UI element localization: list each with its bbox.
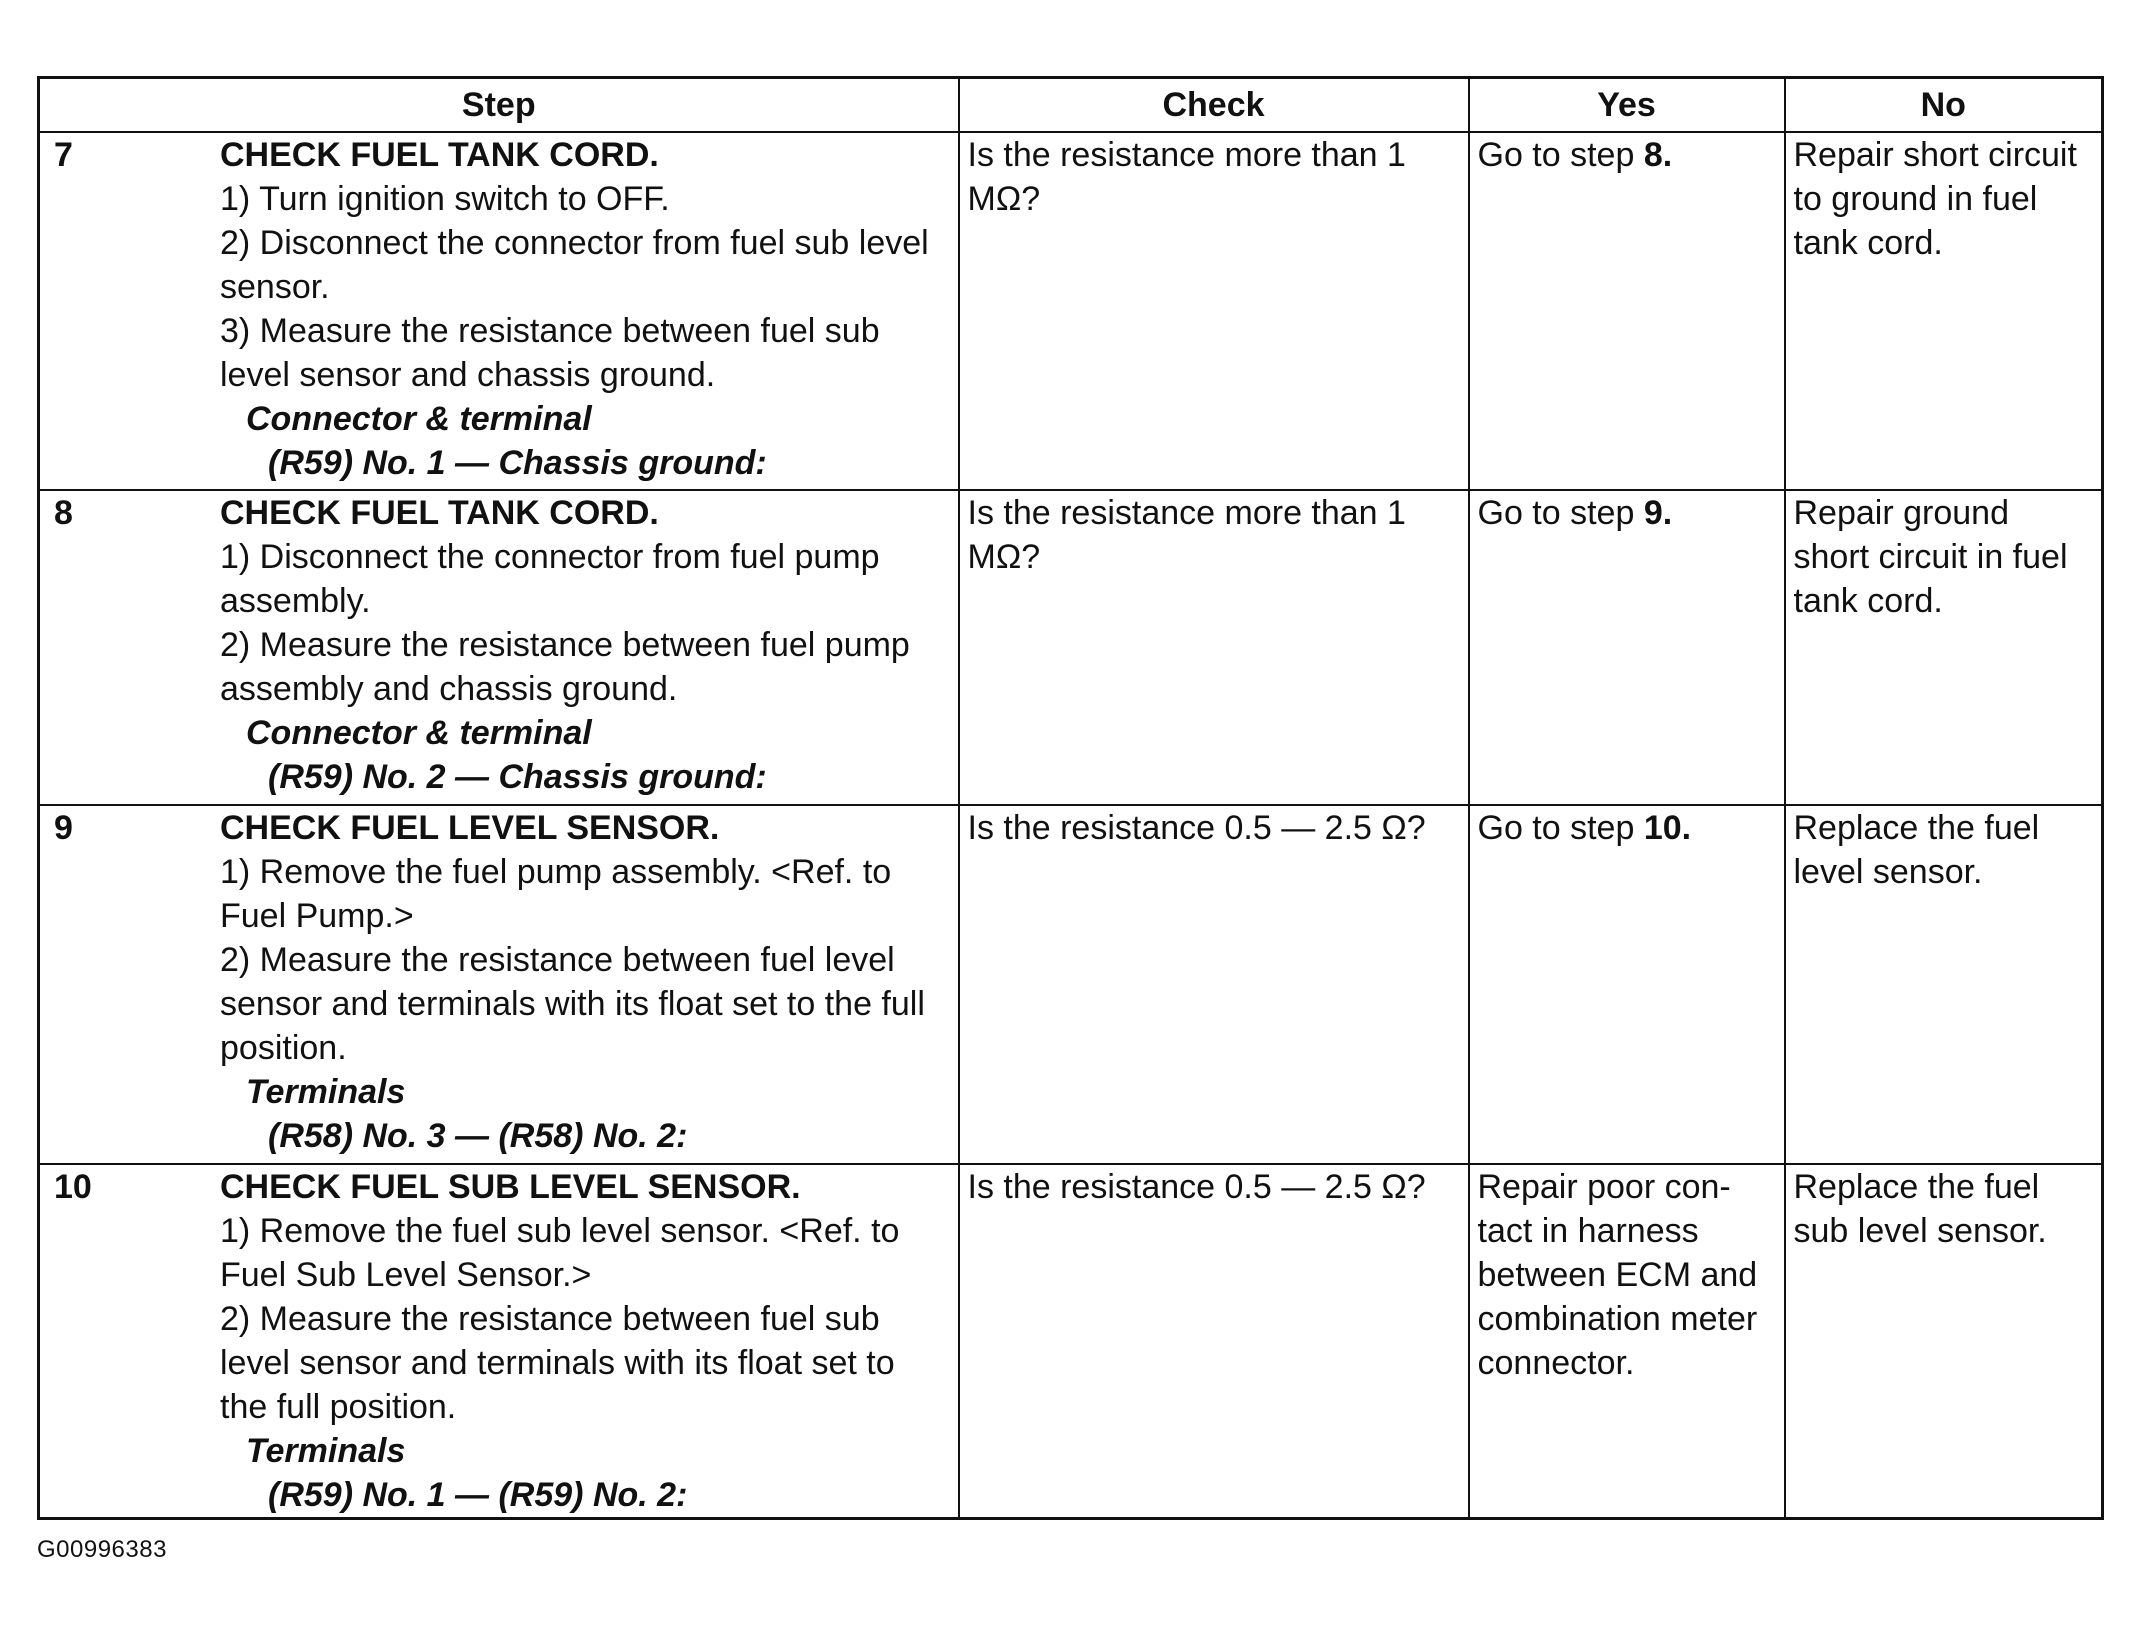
step-line: 1) Remove the fuel pump assembly. <Ref. to Fuel Pump.>: [220, 853, 892, 935]
step-sub-value: (R58) No. 3 — (R58) No. 2:: [268, 1117, 688, 1155]
step-title: CHECK FUEL TANK CORD.: [220, 494, 659, 532]
step-body: [220, 1165, 950, 1517]
step-line: 2) Disconnect the connector from fuel sub level sensor.: [220, 224, 929, 306]
step-number: 7: [54, 136, 73, 174]
no-cell: Repair short circuit to ground in fuel tank cord.: [1785, 132, 2103, 490]
check-cell: Is the resistance more than 1 MΩ?: [959, 490, 1469, 805]
yes-text: Go to step: [1477, 494, 1644, 532]
step-sub-label: Connector & terminal: [246, 714, 592, 752]
step-line: 2) Measure the resistance between fuel level sensor and terminals with its float set to the full position.: [220, 941, 925, 1067]
step-line: 3) Measure the resistance between fuel sub level sensor and chassis ground.: [220, 312, 880, 394]
yes-cell: [1469, 490, 1785, 805]
check-cell: Is the resistance 0.5 — 2.5 Ω?: [959, 1164, 1469, 1519]
step-body: [220, 133, 950, 485]
step-cell: [39, 1164, 959, 1519]
yes-step-ref: 9.: [1643, 494, 1673, 532]
step-line: 1) Remove the fuel sub level sensor. <Ref. to Fuel Sub Level Sensor.>: [220, 1212, 900, 1294]
step-cell: [39, 132, 959, 490]
step-number: 8: [54, 494, 73, 532]
header-step: Step: [39, 78, 959, 133]
header-no: No: [1785, 78, 2103, 133]
yes-text: Go to step: [1477, 809, 1644, 847]
yes-text: Go to step: [1477, 136, 1644, 174]
table-header-row: [39, 78, 2103, 133]
table-row: [39, 132, 2103, 490]
yes-cell: [1469, 132, 1785, 490]
step-cell: [39, 805, 959, 1164]
table-row: [39, 805, 2103, 1164]
header-check: Check: [959, 78, 1469, 133]
step-sub-value: (R59) No. 2 — Chassis ground:: [268, 758, 767, 796]
yes-cell: [1469, 805, 1785, 1164]
step-sub-label: Connector & terminal: [246, 400, 592, 438]
step-title: CHECK FUEL SUB LEVEL SENSOR.: [220, 1168, 801, 1206]
table-row: [39, 1164, 2103, 1519]
step-number: 10: [54, 1168, 92, 1206]
step-line: 1) Disconnect the connector from fuel pump assembly.: [220, 538, 880, 620]
step-sub-value: (R59) No. 1 — Chassis ground:: [268, 444, 767, 482]
step-body: [220, 491, 950, 799]
yes-text: Repair poor con-tact in harness between ECM and combination meter connector.: [1477, 1168, 1758, 1382]
check-cell: Is the resistance 0.5 — 2.5 Ω?: [959, 805, 1469, 1164]
step-number: 9: [54, 809, 73, 847]
step-line: 2) Measure the resistance between fuel pump assembly and chassis ground.: [220, 626, 910, 708]
step-title: CHECK FUEL TANK CORD.: [220, 136, 659, 174]
no-cell: Replace the fuel sub level sensor.: [1785, 1164, 2103, 1519]
figure-id: G00996383: [37, 1536, 167, 1563]
check-cell: Is the resistance more than 1 MΩ?: [959, 132, 1469, 490]
step-sub-value: (R59) No. 1 — (R59) No. 2:: [268, 1476, 688, 1514]
yes-step-ref: 10.: [1643, 809, 1692, 847]
yes-cell: [1469, 1164, 1785, 1519]
table-row: [39, 490, 2103, 805]
step-sub-label: Terminals: [246, 1073, 406, 1111]
header-yes: Yes: [1469, 78, 1785, 133]
step-cell: [39, 490, 959, 805]
no-cell: Repair ground short circuit in fuel tank cord.: [1785, 490, 2103, 805]
step-title: CHECK FUEL LEVEL SENSOR.: [220, 809, 720, 847]
step-line: 1) Turn ignition switch to OFF.: [220, 180, 670, 218]
step-body: [220, 806, 950, 1158]
no-cell: Replace the fuel level sensor.: [1785, 805, 2103, 1164]
yes-step-ref: 8.: [1643, 136, 1673, 174]
diagnostic-table: [37, 76, 2104, 1520]
step-sub-label: Terminals: [246, 1432, 406, 1470]
step-line: 2) Measure the resistance between fuel sub level sensor and terminals with its float set to the full position.: [220, 1300, 895, 1426]
